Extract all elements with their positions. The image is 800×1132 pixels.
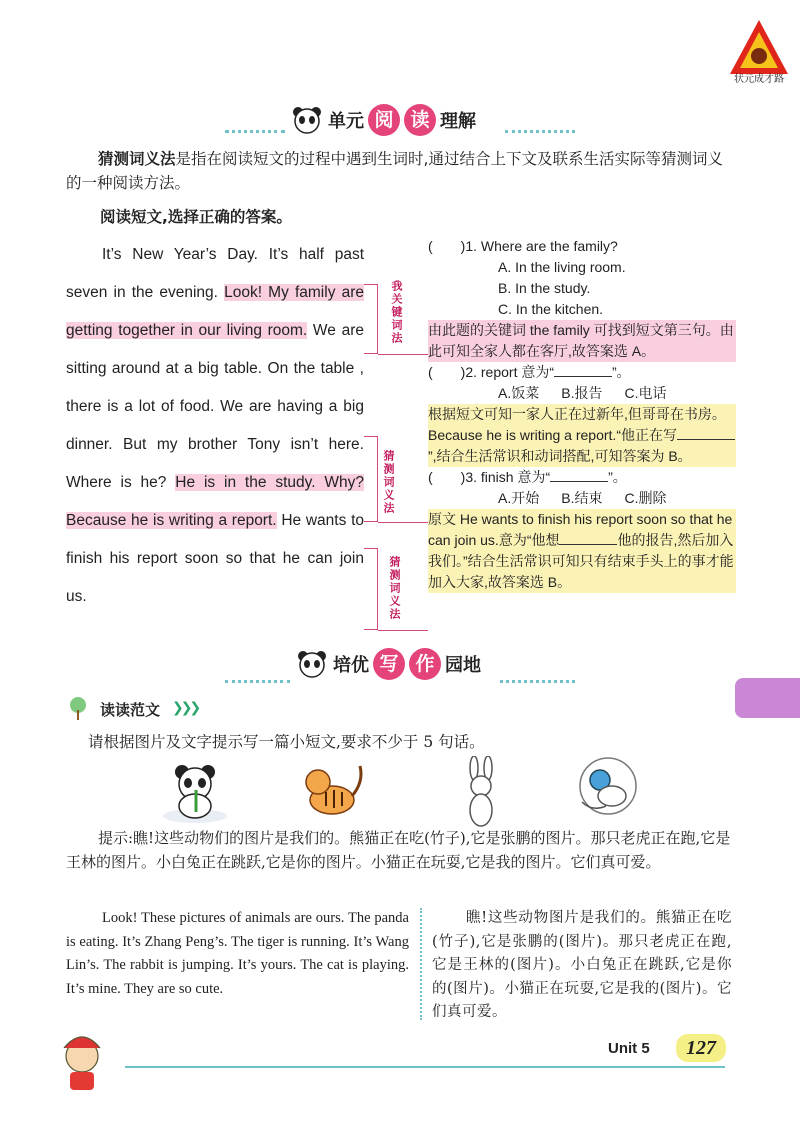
panda-icon <box>295 649 329 679</box>
essay-english: Look! These pictures of animals are ours. The panda is eating. It’s Zhang Peng’s. The tiger is running. It’s Wang Lin’s. The rabbit is jumping. It’s yours. The cat is playing. It’s mine. They are so cute. <box>66 910 409 997</box>
panda-icon <box>290 105 324 135</box>
method-description: 是指在阅读短文的过程中遇到生词时,通过结合上下文及联系生活实际等猜测词义的一种阅读方法。 <box>66 150 723 192</box>
q2-option-a: A.饭菜 <box>498 385 540 401</box>
q1-option-c: C. In the kitchen. <box>498 301 604 317</box>
essay-divider <box>420 908 422 1020</box>
heading-part1: 培优 <box>333 655 369 676</box>
q3-option-a: A.开始 <box>498 490 540 506</box>
passage-sentence-5: He wants to finish his report soon so that he can join us. <box>66 512 364 605</box>
method-term: 猜测词义法 <box>98 150 176 168</box>
q3-option-c: C.删除 <box>624 490 667 506</box>
q2-options <box>428 383 736 404</box>
essay-chinese: 瞧!这些动物图片是我们的。熊猫正在吃(竹子),它是张鹏的(图片)。那只老虎正在跑,它是王林的(图片)。小白兔正在跳跃,它是你的(图片)。小猫正在玩耍,它是我的(图片)。它们真可爱。 <box>432 910 732 1020</box>
q1-option-b: B. In the study. <box>498 280 591 296</box>
reading-passage <box>66 236 364 616</box>
heading-bubble-2: 读 <box>404 104 436 136</box>
writing-task: 请根据图片及文字提示写一篇小短文,要求不少于 5 句话。 <box>88 733 485 751</box>
section-divider-left <box>225 130 285 133</box>
passage-sentence-1: It’s New Year’s Day. It’s half past seven in the evening. <box>66 246 364 301</box>
rabbit-illustration <box>456 756 506 832</box>
side-tab <box>735 678 800 718</box>
passage-sentence-2: Look! My family are getting together in our living room. <box>66 284 364 339</box>
heading-part2: 园地 <box>445 655 481 676</box>
annotation-line-1 <box>378 354 428 355</box>
read-model-label: 读读范文 <box>100 701 161 719</box>
heading-bubble-1: 写 <box>373 648 405 680</box>
method-intro <box>66 147 738 195</box>
q3-option-b: B.结束 <box>561 490 603 506</box>
reading-instruction: 阅读短文,选择正确的答案。 <box>100 208 292 226</box>
section-divider-left-2 <box>225 680 290 683</box>
q3-options <box>428 488 736 509</box>
answer-blank[interactable] <box>550 468 608 482</box>
q2-explanation: 根据短文可知一家人正在过新年,但哥哥在书房。Because he is writing a report.“他正在写”,结合生活常识和动词搭配,可知答案为 B。 <box>428 404 736 467</box>
explanation-blank <box>677 426 735 440</box>
passage-sentence-3: We are sitting around at a big table. On the table , there is a lot of food. We are having a big dinner. But my brother Tony isn’t here. Where is he? <box>66 322 364 491</box>
annotation-label-1: 我关键词法 <box>390 280 403 345</box>
tiger-illustration <box>296 756 366 826</box>
heading-bubble-2: 作 <box>409 648 441 680</box>
answer-blank[interactable] <box>554 363 612 377</box>
section-heading-writing <box>295 648 481 680</box>
page-number: 127 <box>676 1034 726 1062</box>
logo-text: 状元成才路 <box>734 74 784 85</box>
mascot-icon <box>52 1030 112 1092</box>
heading-part1: 单元 <box>328 111 364 132</box>
annotation-line-3 <box>378 630 428 631</box>
question-3-stem: ( )3. finish 意为“ ”。 <box>428 469 627 485</box>
cat-illustration <box>572 752 642 822</box>
section-divider-right-2 <box>500 680 575 683</box>
section-heading-reading <box>290 104 476 136</box>
panda-illustration <box>160 760 230 824</box>
q2-option-b: B.报告 <box>561 385 603 401</box>
passage-sentence-4: He is in the study. Why? Because he is writing a report. <box>66 474 364 529</box>
section-divider-right <box>505 130 575 133</box>
tree-icon <box>66 696 90 720</box>
q3-explanation: 原文 He wants to finish his report soon so that he can join us.意为“他想 他的报告,然后加入我们。”结合生活常识可知只有结束手头上的事才能加入大家,故答案选 B。 <box>428 509 736 593</box>
annotation-line-2 <box>378 522 428 523</box>
explanation-blank <box>559 531 617 545</box>
annotation-label-2: 猜测词义法 <box>382 450 395 515</box>
annotation-bracket-3 <box>364 548 378 630</box>
q1-option-a: A. In the living room. <box>498 259 626 275</box>
unit-label: Unit 5 <box>608 1040 650 1057</box>
footer-rule <box>125 1066 725 1068</box>
q1-explanation: 由此题的关键词 the family 可找到短文第三句。由此可知全家人都在客厅,故答案选 A。 <box>428 320 736 362</box>
q2-option-c: C.电话 <box>624 385 667 401</box>
annotation-bracket-2 <box>364 436 378 522</box>
question-2-stem: ( )2. report 意为“ ”。 <box>428 364 631 380</box>
writing-hint: 提示:瞧!这些动物们的图片是我们的。熊猫正在吃(竹子),它是张鹏的图片。那只老虎正在跑,它是王林的图片。小白兔正在跳跃,它是你的图片。小猫正在玩耍,它是我的图片。它们真可爱。 <box>66 829 731 871</box>
heading-part2: 理解 <box>440 111 476 132</box>
heading-bubble-1: 阅 <box>368 104 400 136</box>
questions-panel <box>428 236 736 593</box>
question-1-stem: ( )1. Where are the family? <box>428 238 618 254</box>
annotation-bracket-1 <box>364 284 378 354</box>
annotation-label-3: 猜测词义法 <box>388 556 401 621</box>
double-arrow-icon: ❯❯❯ <box>172 700 199 716</box>
